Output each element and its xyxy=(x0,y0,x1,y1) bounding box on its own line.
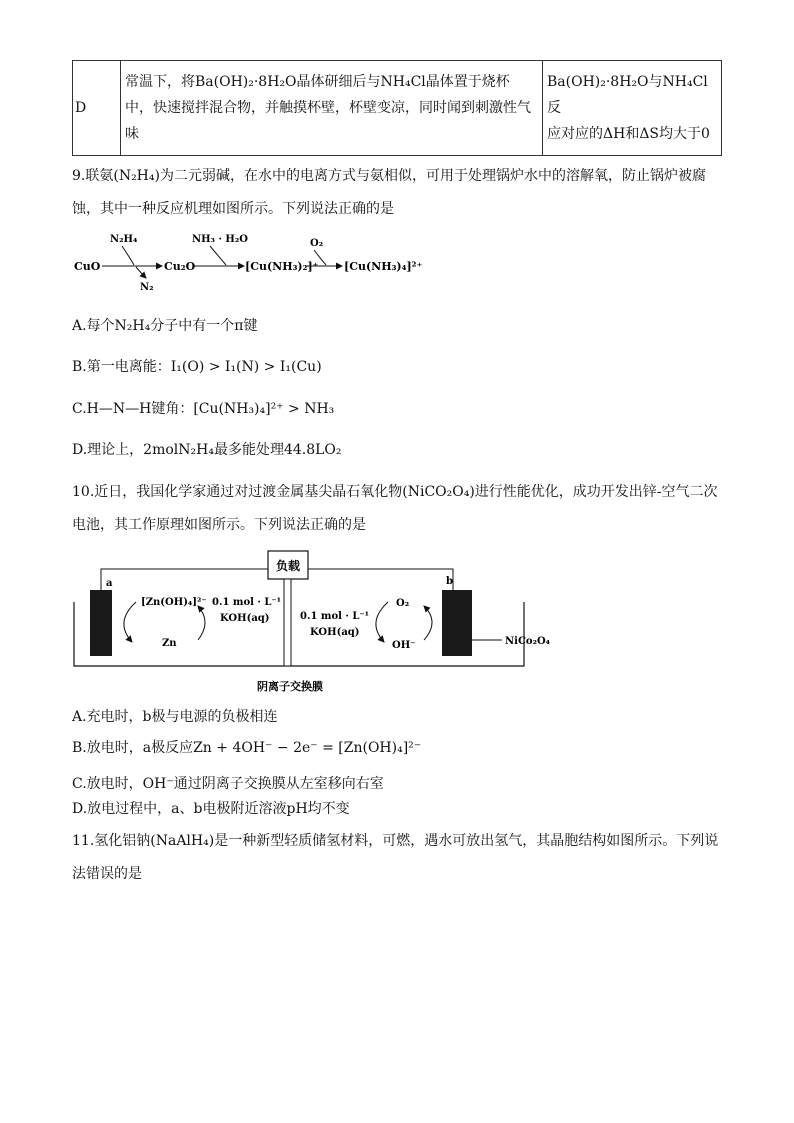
left-cycle-arrow-2 xyxy=(198,606,205,640)
cuo-label: CuO xyxy=(74,260,101,273)
right-cycle-arrow-2 xyxy=(424,606,432,640)
cu-nh3-4-label: [Cu(NH₃)₄]²⁺ xyxy=(344,260,423,273)
zn-label: Zn xyxy=(162,638,177,649)
q9-mechanism-diagram xyxy=(70,228,430,294)
desc-line: 常温下，将Ba(OH)₂·8H₂O晶体研细后与NH₄Cl晶体置于烧杯 xyxy=(125,74,510,90)
conclusion-line: Ba(OH)₂·8H₂O与NH₄Cl反 xyxy=(547,74,708,116)
zn-oh4-label: [Zn(OH)₄]²⁻ xyxy=(141,597,207,608)
n2-label: N₂ xyxy=(140,282,154,293)
nico-label: NiCo₂O₄ xyxy=(505,636,551,647)
q9-option-d: D.理论上，2molN₂H₄最多能处理44.8LO₂ xyxy=(72,442,342,458)
q9-stem-line-1: 9.联氨(N₂H₄)为二元弱碱，在水中的电离方式与氨相似，可用于处理锅炉水中的溶解氧，防止锅炉被腐 xyxy=(72,168,706,184)
q11-stem-line-1: 11.氢化铝钠(NaAlH₄)是一种新型轻质储氢材料，可燃，遇水可放出氢气，其晶胞结构如图所示。下列说 xyxy=(72,833,719,849)
q10-option-c: C.放电时，OH⁻通过阴离子交换膜从左室移向右室 xyxy=(72,776,384,792)
o2-label: O₂ xyxy=(310,238,324,249)
cu-nh3-2-label: [Cu(NH₃)₂]⁺ xyxy=(245,260,319,273)
row-conclusion xyxy=(543,61,722,156)
q9-option-c: C.H—N—H键角：[Cu(NH₃)₄]²⁺ > NH₃ xyxy=(72,401,335,417)
wire-left xyxy=(101,569,268,590)
n2h4-in-curve xyxy=(122,246,134,265)
q10-option-b: B.放电时，a极反应Zn + 4OH⁻ − 2e⁻ = [Zn(OH)₄]²⁻ xyxy=(72,740,422,756)
q9-option-a: A.每个N₂H₄分子中有一个π键 xyxy=(72,318,258,334)
row-description xyxy=(121,61,543,156)
desc-line: 味 xyxy=(125,126,139,142)
electrode-b xyxy=(442,590,472,656)
right-cycle-arrow-1 xyxy=(376,602,388,642)
load-label: 负载 xyxy=(276,559,301,573)
oh-label: OH⁻ xyxy=(392,640,416,651)
anion-exchange-membrane xyxy=(284,579,291,666)
cu2o-label: Cu₂O xyxy=(164,260,196,273)
q10-stem-line-1: 10.近日，我国化学家通过对过渡金属基尖晶石氧化物(NiCO₂O₄)进行性能优化，成功开发出锌-空气二次 xyxy=(72,484,718,500)
q9-stem-line-2: 蚀，其中一种反应机理如图所示。下列说法正确的是 xyxy=(72,201,394,217)
desc-line: 中，快速搅拌混合物，并触摸杯壁，杯壁变凉，同时闻到刺激性气 xyxy=(125,100,531,116)
koh-right-label: KOH(aq) xyxy=(310,627,360,638)
q9-option-b: B.第一电离能：I₁(O) > I₁(N) > I₁(Cu) xyxy=(72,359,322,375)
wire-right xyxy=(308,569,453,590)
left-cycle-arrow-1 xyxy=(124,602,136,642)
row-label: D xyxy=(73,61,121,156)
q10-option-a: A.充电时，b极与电源的负极相连 xyxy=(72,709,278,725)
q10-stem-line-2: 电池，其工作原理如图所示。下列说法正确的是 xyxy=(72,517,366,533)
options-table xyxy=(72,60,722,156)
electrode-a xyxy=(90,590,112,656)
n2-out-curve xyxy=(136,267,146,278)
membrane-label: 阴离子交换膜 xyxy=(257,680,323,693)
electrode-b-label: b xyxy=(446,576,453,587)
q10-battery-diagram xyxy=(70,544,560,696)
conc-left-label: 0.1 mol · L⁻¹ xyxy=(212,597,282,608)
nh3h2o-label: NH₃ · H₂O xyxy=(192,234,248,245)
q11-stem-line-2: 法错误的是 xyxy=(72,866,142,882)
o2-label: O₂ xyxy=(396,598,410,609)
n2h4-label: N₂H₄ xyxy=(110,234,138,245)
conclusion-line: 应对应的ΔH和ΔS均大于0 xyxy=(547,126,710,142)
conc-right-label: 0.1 mol · L⁻¹ xyxy=(300,611,370,622)
koh-left-label: KOH(aq) xyxy=(220,613,270,624)
nh3-in-curve xyxy=(210,246,226,265)
q10-option-d: D.放电过程中，a、b电极附近溶液pH均不变 xyxy=(72,801,350,817)
electrode-a-label: a xyxy=(106,578,113,589)
table-row xyxy=(73,61,722,156)
